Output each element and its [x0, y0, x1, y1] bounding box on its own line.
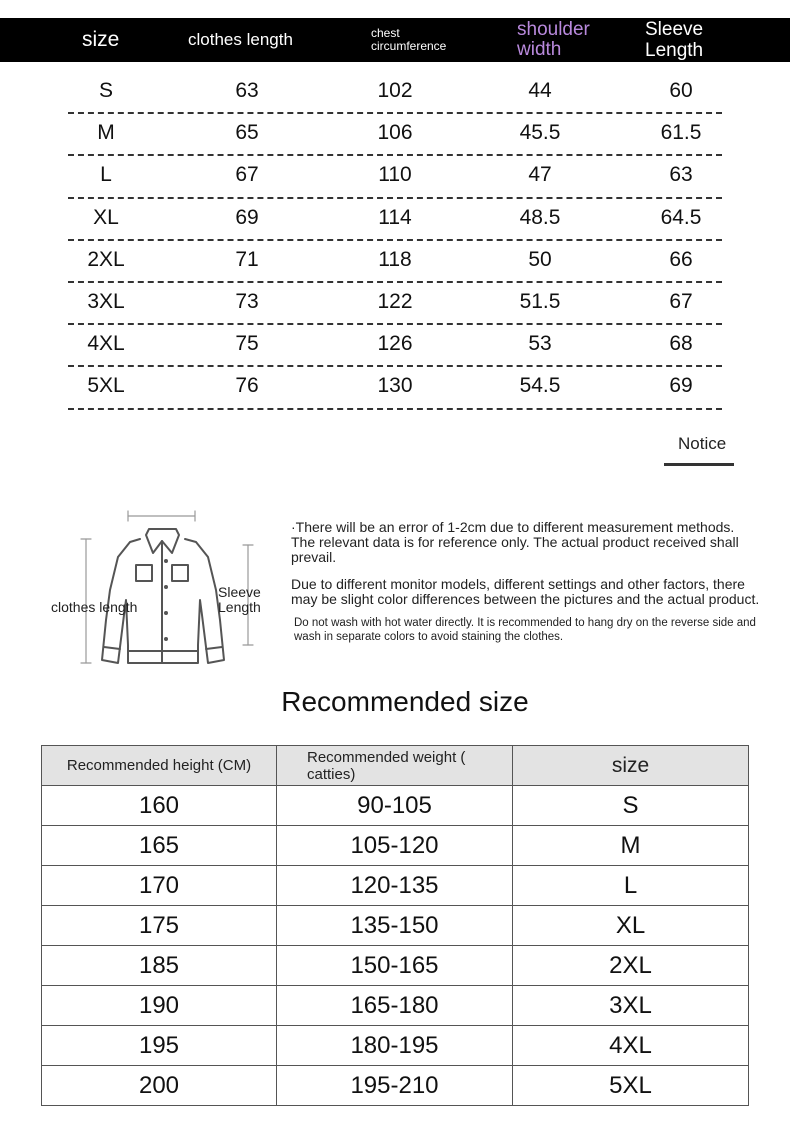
cell-length: 71: [235, 247, 259, 271]
diagram-label-length: clothes length: [51, 599, 138, 615]
recommended-table-body: [42, 786, 749, 1106]
diagram-label-sleeve-line2: Length: [218, 599, 261, 615]
header-recommended-weight: Recommended weight ( catties): [277, 746, 513, 786]
cell-shoulder: 50: [528, 247, 552, 271]
table-row: [42, 1026, 749, 1066]
cell-chest: 110: [378, 163, 412, 187]
table-row: [0, 114, 790, 156]
cell-size: 2XL: [87, 247, 125, 271]
header-sleeve-line1: Sleeve: [645, 19, 704, 40]
header-shoulder-width: [517, 18, 617, 62]
note-washing: Do not wash with hot water directly. It is recommended to hang dry on the reverse side and wash in separate colors to avoid staining the clothes.: [294, 617, 756, 643]
cell-weight: 165-180: [277, 986, 513, 1026]
cell-size: S: [98, 79, 114, 102]
cell-height: 160: [42, 786, 277, 826]
cell-sleeve: 69: [669, 374, 693, 398]
cell-shoulder: 53: [528, 332, 552, 356]
table-row: [42, 866, 749, 906]
notice-notes: [291, 520, 761, 644]
cell-size: L: [513, 866, 749, 906]
header-sleeve-length: [645, 18, 745, 62]
cell-chest: 122: [377, 289, 413, 313]
table-row: [42, 946, 749, 986]
cell-size: 5XL: [87, 374, 125, 398]
cell-length: 63: [235, 79, 259, 102]
cell-weight: 180-195: [277, 1026, 513, 1066]
cell-weight: 135-150: [277, 906, 513, 946]
table-row: [0, 199, 790, 241]
size-chart-rows: [0, 72, 790, 410]
header-recommended-height: Recommended height (CM): [42, 746, 277, 786]
cell-height: 175: [42, 906, 277, 946]
table-row: [0, 283, 790, 325]
size-chart-header: [0, 18, 790, 62]
notice-underline: [664, 463, 734, 466]
cell-height: 170: [42, 866, 277, 906]
table-row: [0, 72, 790, 114]
header-chest-line2: circumference: [371, 39, 447, 53]
header-shoulder-line1: shoulder: [517, 19, 590, 40]
header-chest-line1: chest: [371, 26, 400, 40]
note-color-difference: Due to different monitor models, different settings and other factors, there may be slight color differences between the pictures and the actual product.: [291, 576, 760, 607]
notice-heading: Notice: [678, 434, 727, 453]
cell-height: 165: [42, 826, 277, 866]
table-row: [0, 325, 790, 367]
cell-chest: 106: [377, 121, 413, 145]
table-row: [42, 786, 749, 826]
cell-shoulder: 45.5: [519, 121, 561, 145]
cell-height: 190: [42, 986, 277, 1026]
cell-sleeve: 60: [669, 79, 693, 102]
cell-sleeve: 68: [669, 332, 693, 356]
cell-weight: 195-210: [277, 1066, 513, 1106]
header-recommended-size: size: [513, 746, 749, 786]
table-row: [0, 241, 790, 283]
cell-weight: 105-120: [277, 826, 513, 866]
cell-shoulder: 54.5: [519, 374, 561, 398]
diagram-label-sleeve: [218, 585, 261, 615]
header-sleeve-line2: Length: [645, 40, 704, 61]
cell-shoulder: 51.5: [519, 289, 561, 313]
header-chest: [371, 18, 471, 62]
cell-sleeve: 67: [669, 289, 693, 313]
table-row: [42, 906, 749, 946]
cell-size: 3XL: [87, 289, 125, 313]
cell-shoulder: 44: [528, 79, 552, 102]
table-row: [42, 986, 749, 1026]
table-row: [42, 826, 749, 866]
table-row: [42, 1066, 749, 1106]
cell-size: 4XL: [87, 332, 125, 356]
cell-chest: 118: [378, 247, 412, 271]
cell-length: 76: [235, 374, 259, 398]
cell-length: 67: [235, 163, 259, 187]
cell-size: 5XL: [513, 1066, 749, 1106]
note-measurement-error: ·There will be an error of 1-2cm due to different measurement methods. The relevant data is for reference only. The actual product received shall prevail.: [291, 519, 739, 565]
cell-height: 185: [42, 946, 277, 986]
cell-sleeve: 63: [669, 163, 693, 187]
diagram-label-sleeve-line1: Sleeve: [218, 584, 261, 600]
cell-length: 73: [235, 289, 259, 313]
cell-length: 75: [235, 332, 259, 356]
header-clothes-length: clothes length: [188, 30, 293, 49]
cell-chest: 102: [377, 79, 413, 102]
cell-size: M: [513, 826, 749, 866]
recommended-header-row: [42, 746, 749, 786]
cell-size: 2XL: [513, 946, 749, 986]
cell-height: 200: [42, 1066, 277, 1106]
table-row: [0, 367, 790, 409]
recommended-size-title: Recommended size: [281, 686, 529, 717]
cell-size: XL: [513, 906, 749, 946]
cell-chest: 114: [378, 205, 412, 229]
cell-weight: 90-105: [277, 786, 513, 826]
cell-size: S: [513, 786, 749, 826]
cell-sleeve: 66: [669, 247, 693, 271]
cell-length: 65: [235, 121, 259, 145]
cell-size: M: [97, 121, 115, 145]
cell-size: 3XL: [513, 986, 749, 1026]
cell-size: 4XL: [513, 1026, 749, 1066]
cell-sleeve: 61.5: [660, 121, 702, 145]
cell-size: L: [100, 163, 112, 187]
header-shoulder-line2: width: [517, 39, 562, 60]
cell-weight: 150-165: [277, 946, 513, 986]
cell-shoulder: 47: [528, 163, 552, 187]
table-row: [0, 156, 790, 198]
cell-height: 195: [42, 1026, 277, 1066]
cell-sleeve: 64.5: [660, 205, 702, 229]
cell-chest: 126: [377, 332, 413, 356]
cell-weight: 120-135: [277, 866, 513, 906]
cell-shoulder: 48.5: [519, 205, 561, 229]
cell-chest: 130: [377, 374, 413, 398]
header-size: size: [82, 28, 120, 51]
cell-length: 69: [235, 205, 259, 229]
cell-size: XL: [93, 205, 119, 229]
recommended-size-table: [41, 745, 749, 1106]
